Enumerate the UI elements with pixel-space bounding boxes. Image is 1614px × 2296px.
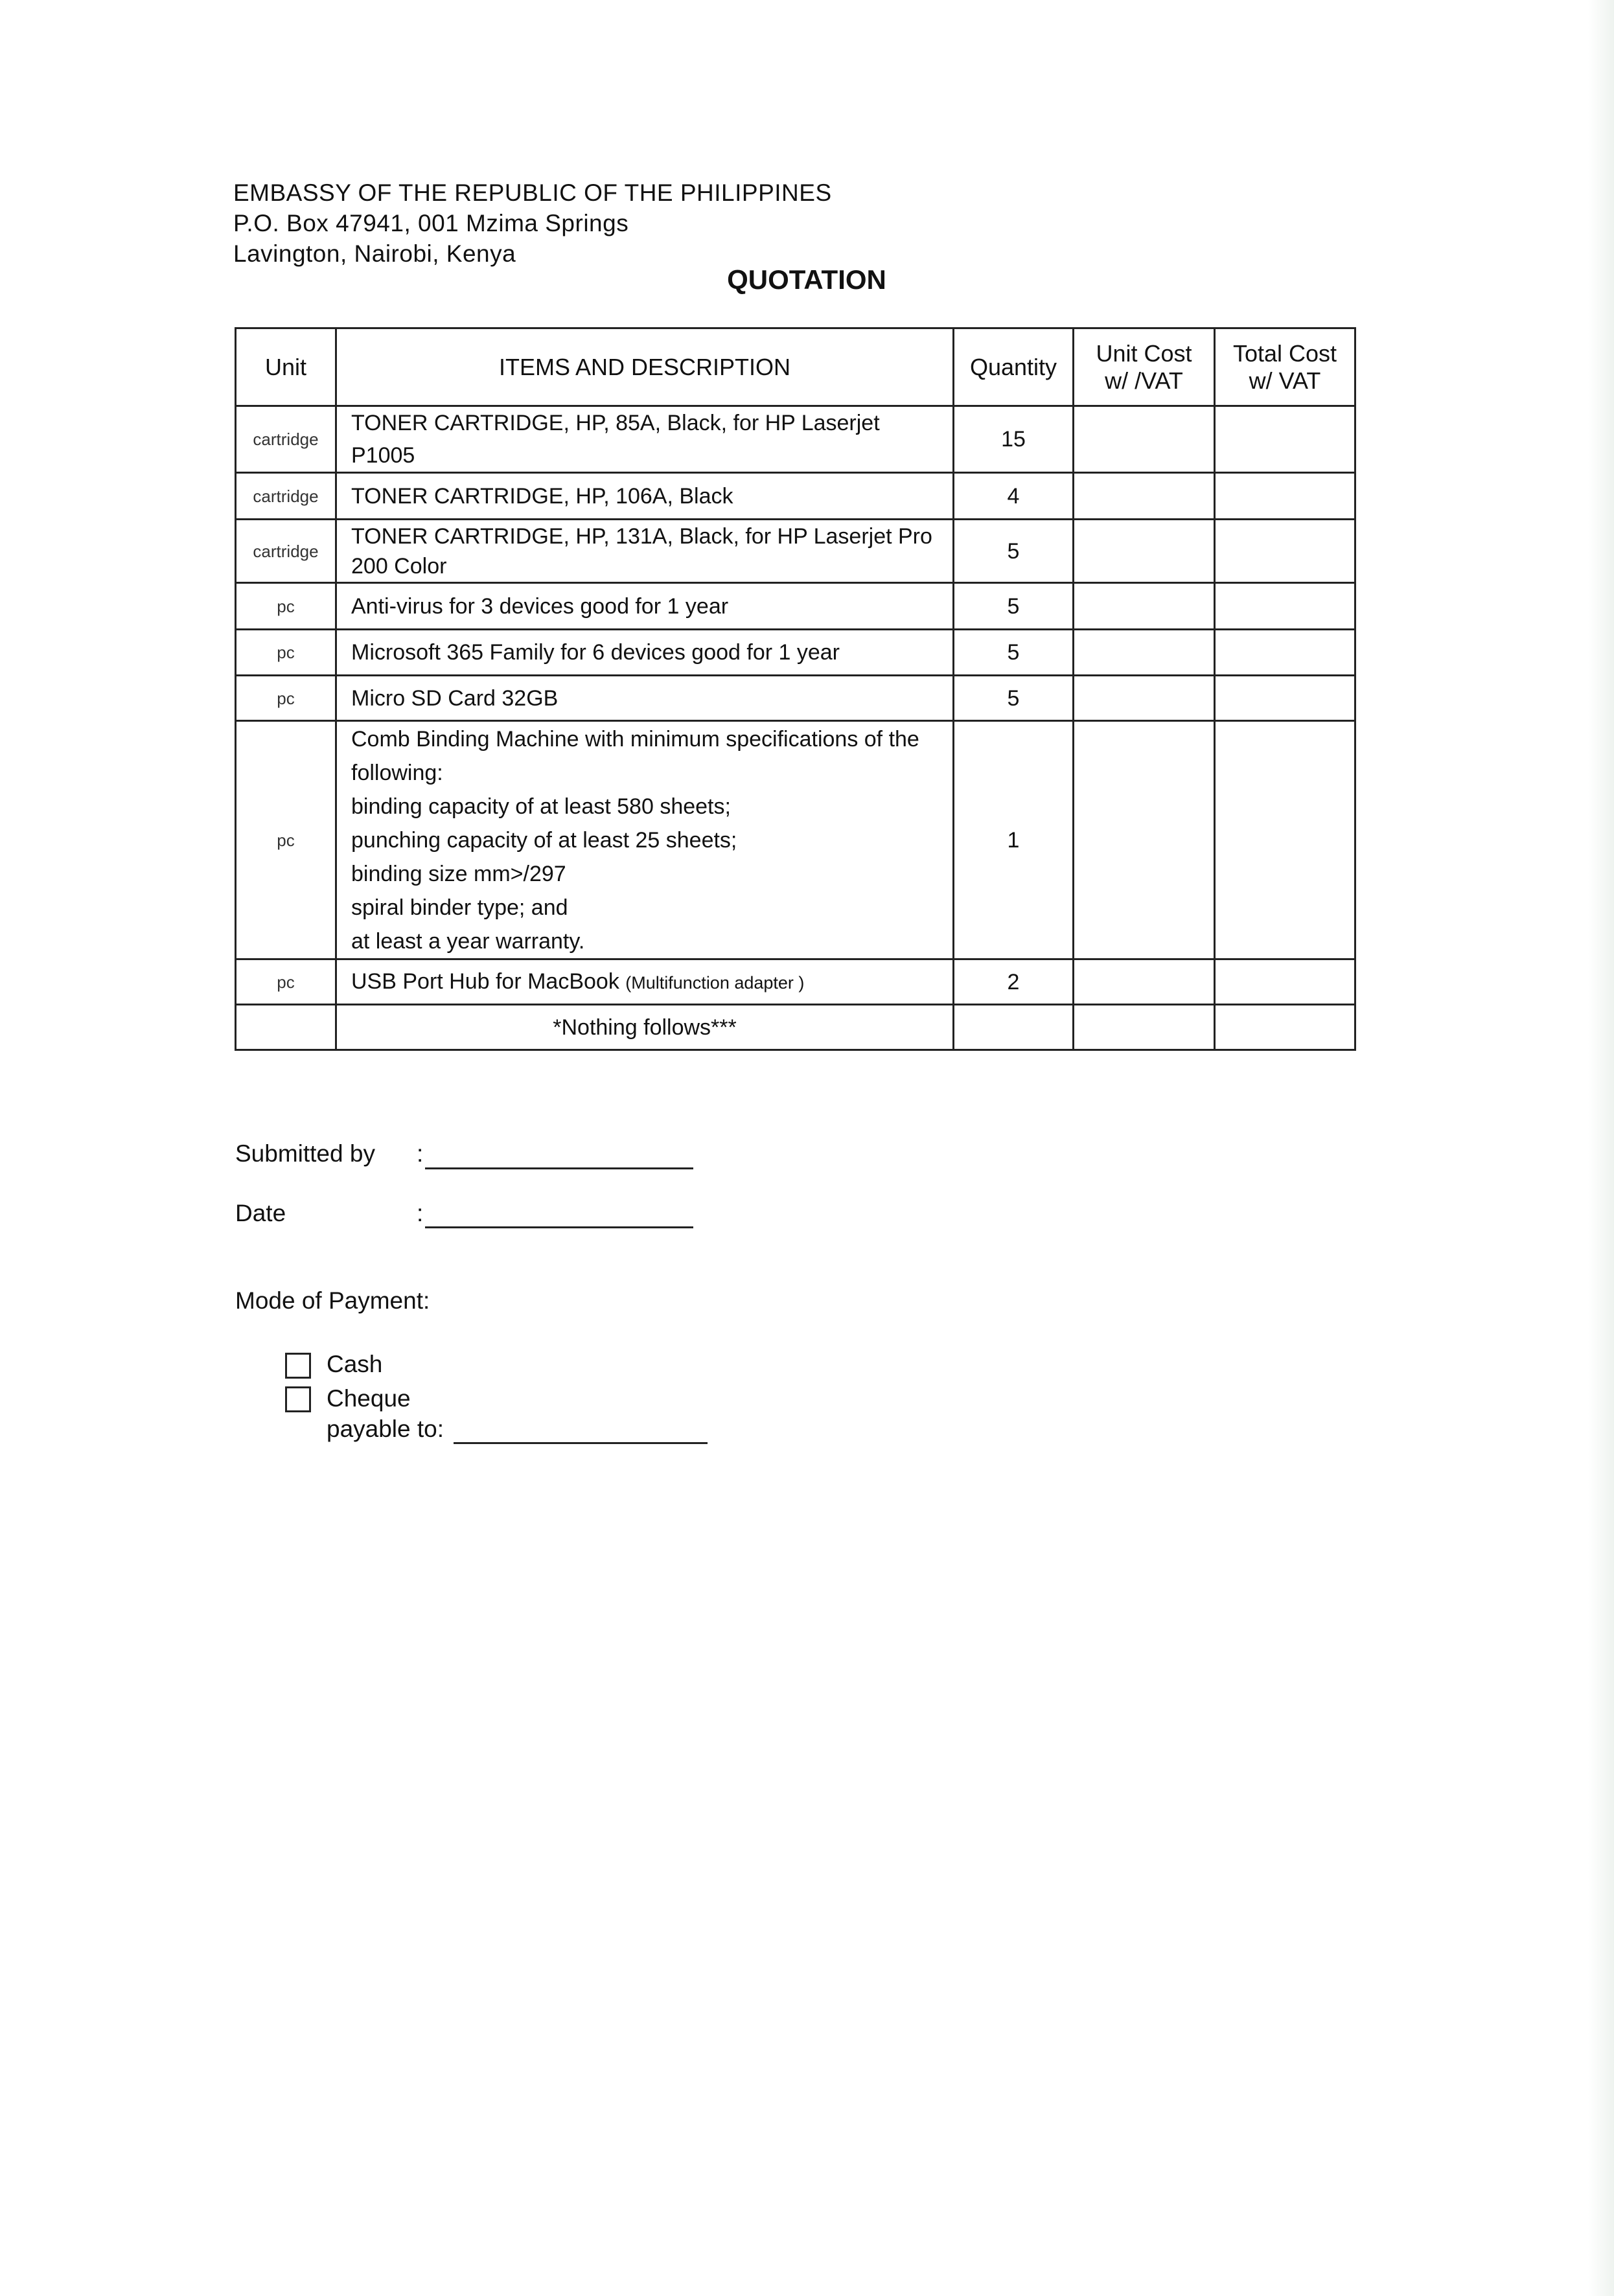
spec-line: binding size mm>/297 bbox=[351, 861, 566, 886]
table-row bbox=[236, 959, 1355, 1005]
header-unit: Unit bbox=[236, 328, 336, 406]
page-edge-shading bbox=[1588, 0, 1614, 2296]
table-row bbox=[236, 473, 1355, 520]
cell-description bbox=[336, 520, 954, 583]
table-row bbox=[236, 676, 1355, 721]
cell-total-cost bbox=[1215, 406, 1355, 473]
table-row bbox=[236, 406, 1355, 473]
cell-unit: pc bbox=[236, 721, 336, 959]
date-colon: : bbox=[417, 1200, 424, 1226]
cell-total-cost bbox=[1215, 520, 1355, 583]
cash-checkbox[interactable] bbox=[285, 1353, 311, 1379]
cell-quantity: 4 bbox=[954, 473, 1074, 520]
cell-total-cost bbox=[1215, 630, 1355, 676]
cell-unit: cartridge bbox=[236, 520, 336, 583]
cell-unit-cost bbox=[1074, 520, 1215, 583]
header-unit-cost-line1: Unit Cost bbox=[1096, 339, 1192, 367]
table-footer-row bbox=[236, 1005, 1355, 1050]
spec-line: binding capacity of at least 580 sheets; bbox=[351, 794, 731, 819]
spec-line: punching capacity of at least 25 sheets; bbox=[351, 827, 737, 853]
cell-description: TONER CARTRIDGE, HP, 106A, Black bbox=[336, 473, 954, 520]
org-name: EMBASSY OF THE REPUBLIC OF THE PHILIPPINES bbox=[233, 179, 832, 206]
cell-total-cost bbox=[1215, 473, 1355, 520]
spec-line: following: bbox=[351, 760, 443, 785]
spec-line: at least a year warranty. bbox=[351, 928, 585, 954]
cell-total-cost bbox=[1215, 721, 1355, 959]
submitted-by-field[interactable] bbox=[425, 1167, 693, 1169]
cell-total-cost bbox=[1215, 959, 1355, 1005]
cell-unit-cost bbox=[1074, 473, 1215, 520]
cell-description: TONER CARTRIDGE, HP, 85A, Black, for HP Laserjet P1005 bbox=[336, 406, 954, 473]
table-row bbox=[236, 721, 1355, 959]
cell-unit: cartridge bbox=[236, 406, 336, 473]
date-field[interactable] bbox=[425, 1226, 693, 1228]
header-total-cost-line1: Total Cost bbox=[1232, 339, 1337, 367]
cell-description bbox=[336, 721, 954, 959]
address-line-1: P.O. Box 47941, 001 Mzima Springs bbox=[233, 210, 629, 236]
cell-description: Anti-virus for 3 devices good for 1 year bbox=[336, 583, 954, 630]
cell-unit-cost bbox=[1074, 676, 1215, 721]
cell-total-cost bbox=[1215, 583, 1355, 630]
cell-unit-cost bbox=[1074, 630, 1215, 676]
table-header-row bbox=[236, 328, 1355, 406]
cell-quantity: 5 bbox=[954, 583, 1074, 630]
cell-empty bbox=[954, 1005, 1074, 1050]
cell-quantity: 1 bbox=[954, 721, 1074, 959]
cell-description-line: 200 Color bbox=[351, 553, 447, 579]
cash-label: Cash bbox=[327, 1351, 383, 1377]
cell-description-main: USB Port Hub for MacBook bbox=[351, 969, 619, 994]
cell-unit-cost bbox=[1074, 406, 1215, 473]
table-row bbox=[236, 583, 1355, 630]
cell-quantity: 5 bbox=[954, 676, 1074, 721]
cheque-checkbox[interactable] bbox=[285, 1386, 311, 1412]
mode-of-payment-label: Mode of Payment: bbox=[235, 1287, 430, 1314]
document-title: QUOTATION bbox=[727, 264, 886, 295]
cell-description-note: (Multifunction adapter ) bbox=[625, 972, 805, 993]
cell-empty bbox=[236, 1005, 336, 1050]
cell-unit: cartridge bbox=[236, 473, 336, 520]
cell-description: Micro SD Card 32GB bbox=[336, 676, 954, 721]
spec-line: Comb Binding Machine with minimum specifications of the bbox=[351, 726, 919, 752]
header-quantity: Quantity bbox=[954, 328, 1074, 406]
cell-unit: pc bbox=[236, 583, 336, 630]
table-row bbox=[236, 520, 1355, 583]
cell-unit-cost bbox=[1074, 583, 1215, 630]
cell-description bbox=[336, 959, 954, 1005]
header-total-cost bbox=[1215, 328, 1355, 406]
cell-quantity: 2 bbox=[954, 959, 1074, 1005]
date-label: Date bbox=[235, 1200, 286, 1226]
submitted-by-colon: : bbox=[417, 1140, 424, 1167]
letterhead bbox=[233, 178, 832, 269]
payable-to-label: payable to: bbox=[327, 1416, 444, 1442]
cell-description: Microsoft 365 Family for 6 devices good for 1 year bbox=[336, 630, 954, 676]
payable-to-field[interactable] bbox=[454, 1442, 708, 1444]
quotation-table bbox=[235, 327, 1356, 1051]
cell-unit: pc bbox=[236, 676, 336, 721]
header-total-cost-line2: w/ VAT bbox=[1249, 367, 1321, 394]
address-line-2: Lavington, Nairobi, Kenya bbox=[233, 240, 516, 267]
cell-unit-cost bbox=[1074, 721, 1215, 959]
cell-quantity: 5 bbox=[954, 520, 1074, 583]
cell-quantity: 5 bbox=[954, 630, 1074, 676]
header-unit-cost bbox=[1074, 328, 1215, 406]
cell-unit: pc bbox=[236, 959, 336, 1005]
cell-empty bbox=[1215, 1005, 1355, 1050]
cell-description-line: TONER CARTRIDGE, HP, 131A, Black, for HP Laserjet Pro bbox=[351, 523, 932, 549]
cell-total-cost bbox=[1215, 676, 1355, 721]
cell-quantity: 15 bbox=[954, 406, 1074, 473]
submitted-by-label: Submitted by bbox=[235, 1140, 375, 1167]
cell-empty bbox=[1074, 1005, 1215, 1050]
cheque-label: Cheque bbox=[327, 1385, 411, 1412]
cell-unit: pc bbox=[236, 630, 336, 676]
header-items-description: ITEMS AND DESCRIPTION bbox=[336, 328, 954, 406]
cell-unit-cost bbox=[1074, 959, 1215, 1005]
nothing-follows: *Nothing follows*** bbox=[336, 1005, 954, 1050]
spec-line: spiral binder type; and bbox=[351, 895, 568, 920]
table-row bbox=[236, 630, 1355, 676]
header-unit-cost-line2: w/ /VAT bbox=[1105, 367, 1183, 394]
